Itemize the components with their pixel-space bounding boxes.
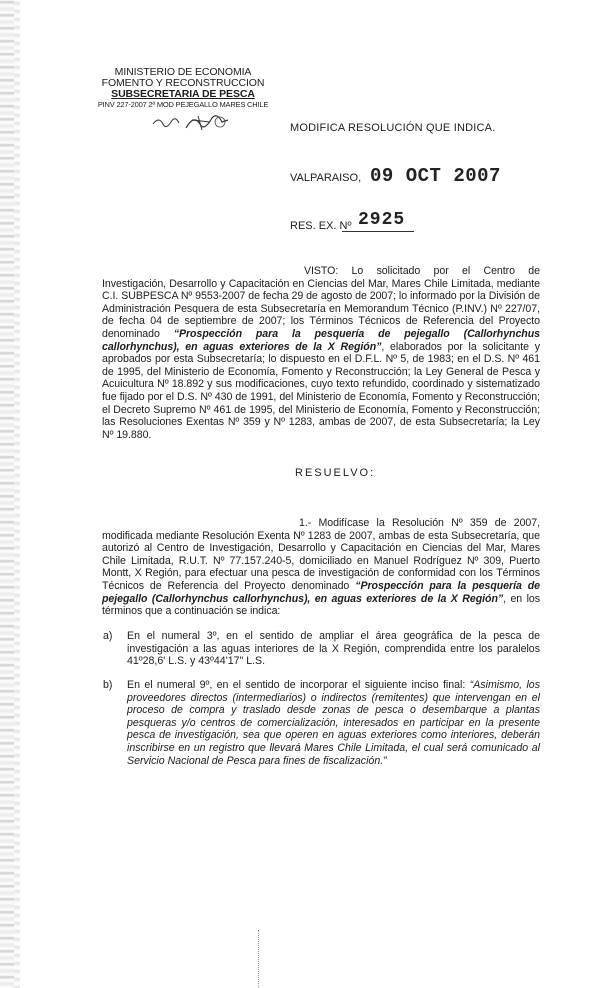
resuelvo-heading: RESUELVO: [295, 467, 376, 479]
subsecretaria-line: SUBSECRETARIA DE PESCA [111, 88, 255, 100]
article-1-paragraph [102, 517, 540, 618]
visto-project-title: “Prospección para la pesquería de pejegallo (Callorhynchus callorhynchus), en aguas exteriores de la X Región” [102, 327, 540, 353]
place-label: VALPARAISO, [290, 172, 362, 184]
ministry-line-1: MINISTERIO DE ECONOMIA [114, 66, 252, 78]
reference-code: PINV 227-2007 2ª MOD PEJEGALLO MARES CHILE [97, 100, 269, 109]
scan-edge-shadow [14, 0, 20, 988]
visto-text-1: VISTO: Lo solicitado por el Centro de Investigación, Desarrollo y Capacitación en Ciencias del Mar, Mares Chile Limitada, mediante C.I. SUBPESCA Nº 9553-2007 de fecha 29 de agosto de 2007; lo informado por la División de Administración Pesquera de esta Subsecretaría en Memorandum Técnico (P.INV.) Nº 227/07, de fecha 04 de septiembre de 2007; los Términos Técnicos de Referencia del Proyecto denominado [102, 265, 540, 340]
item-a-text: En el numeral 3º, en el sentido de ampliar el área geográfica de la pesca de investigación a las aguas interiores de la X Región, comprendida entre los paralelos 41º28,6' L.S. y 43º44'17" L.S. [127, 630, 540, 668]
item-a [103, 630, 540, 668]
ministry-line-2: FOMENTO Y RECONSTRUCCION [101, 77, 265, 89]
date-stamp: 09 OCT 2007 [370, 165, 501, 187]
resolution-label: RES. EX. Nº [290, 220, 352, 232]
item-b-quote: “Asimismo, los proveedores directos (intermediarios) o indirectos (remitentes) que intervengan en el proceso de compra y traslado desde zonas de pesca o desembarque a plantas pesqueras y/o centros de comercialización, interesados en participar en la presente pesca de investigación, sea que operen en aguas exteriores como interiores, deberán inscribirse en un registro que llevará Mares Chile Limitada, el cual será comunicado al Servicio Nacional de Pesca para fines de fiscalización.” [127, 679, 540, 767]
item-b-letter: b) [103, 679, 113, 691]
item-b [103, 679, 540, 767]
letterhead [78, 67, 288, 109]
initials-signature [148, 110, 278, 134]
scan-artifact-line [258, 930, 260, 988]
article-1-text-1: 1.- Modifícase la Resolución Nº 359 de 2007, modificada mediante Resolución Exenta Nº 1283 de 2007, ambas de esta Subsecretaría, que autorizó al Centro de Investigación, Desarrollo y Capacitación en Ciencias del Mar, Mares Chile Limitada, R.U.T. Nº 77.157.240-5, domiciliado en Manuel Rodríguez Nº 309, Puerto Montt, X Región, para efectuar una pesca de investigación de conformidad con los Términos Técnicos de Referencia del Proyecto denominado [102, 517, 540, 592]
resolution-number-line [342, 231, 414, 232]
document-subject: MODIFICA RESOLUCIÓN QUE INDICA. [290, 122, 496, 134]
article-1-text-2: , en los términos que a continuación se indica: [102, 592, 540, 618]
item-a-letter: a) [103, 630, 113, 642]
visto-paragraph [102, 265, 540, 441]
item-b-text: En el numeral 9º, en el sentido de incorporar el siguiente inciso final: [127, 679, 470, 691]
resolution-number: 2925 [358, 210, 406, 230]
article-1-project-title: “Prospección para la pesquería de pejegallo (Callorhynchus callorhynchus), en aguas exteriores de la X Región” [102, 579, 540, 605]
scan-edge-left [0, 0, 14, 988]
visto-text-2: , elaborados por la solicitante y aprobados por esta Subsecretaría; lo dispuesto en el D.F.L. Nº 5, de 1983; en el D.S. Nº 461 de 1995, del Ministerio de Economía, Fomento y Reconstrucción; la Ley General de Pesca y Acuicultura Nº 18.892 y sus modificaciones, cuyo texto refundido, coordinado y sistematizado fue fijado por el D.S. Nº 430 de 1991, del Ministerio de Economía, Fomento y Reconstrucción; el Decreto Supremo Nº 461 de 1995, del Ministerio de Economía, Fomento y Reconstrucción; las Resoluciones Exentas Nº 359 y Nº 1283, ambas de 2007, de esta Subsecretaría; la Ley Nº 19.880. [102, 340, 540, 441]
